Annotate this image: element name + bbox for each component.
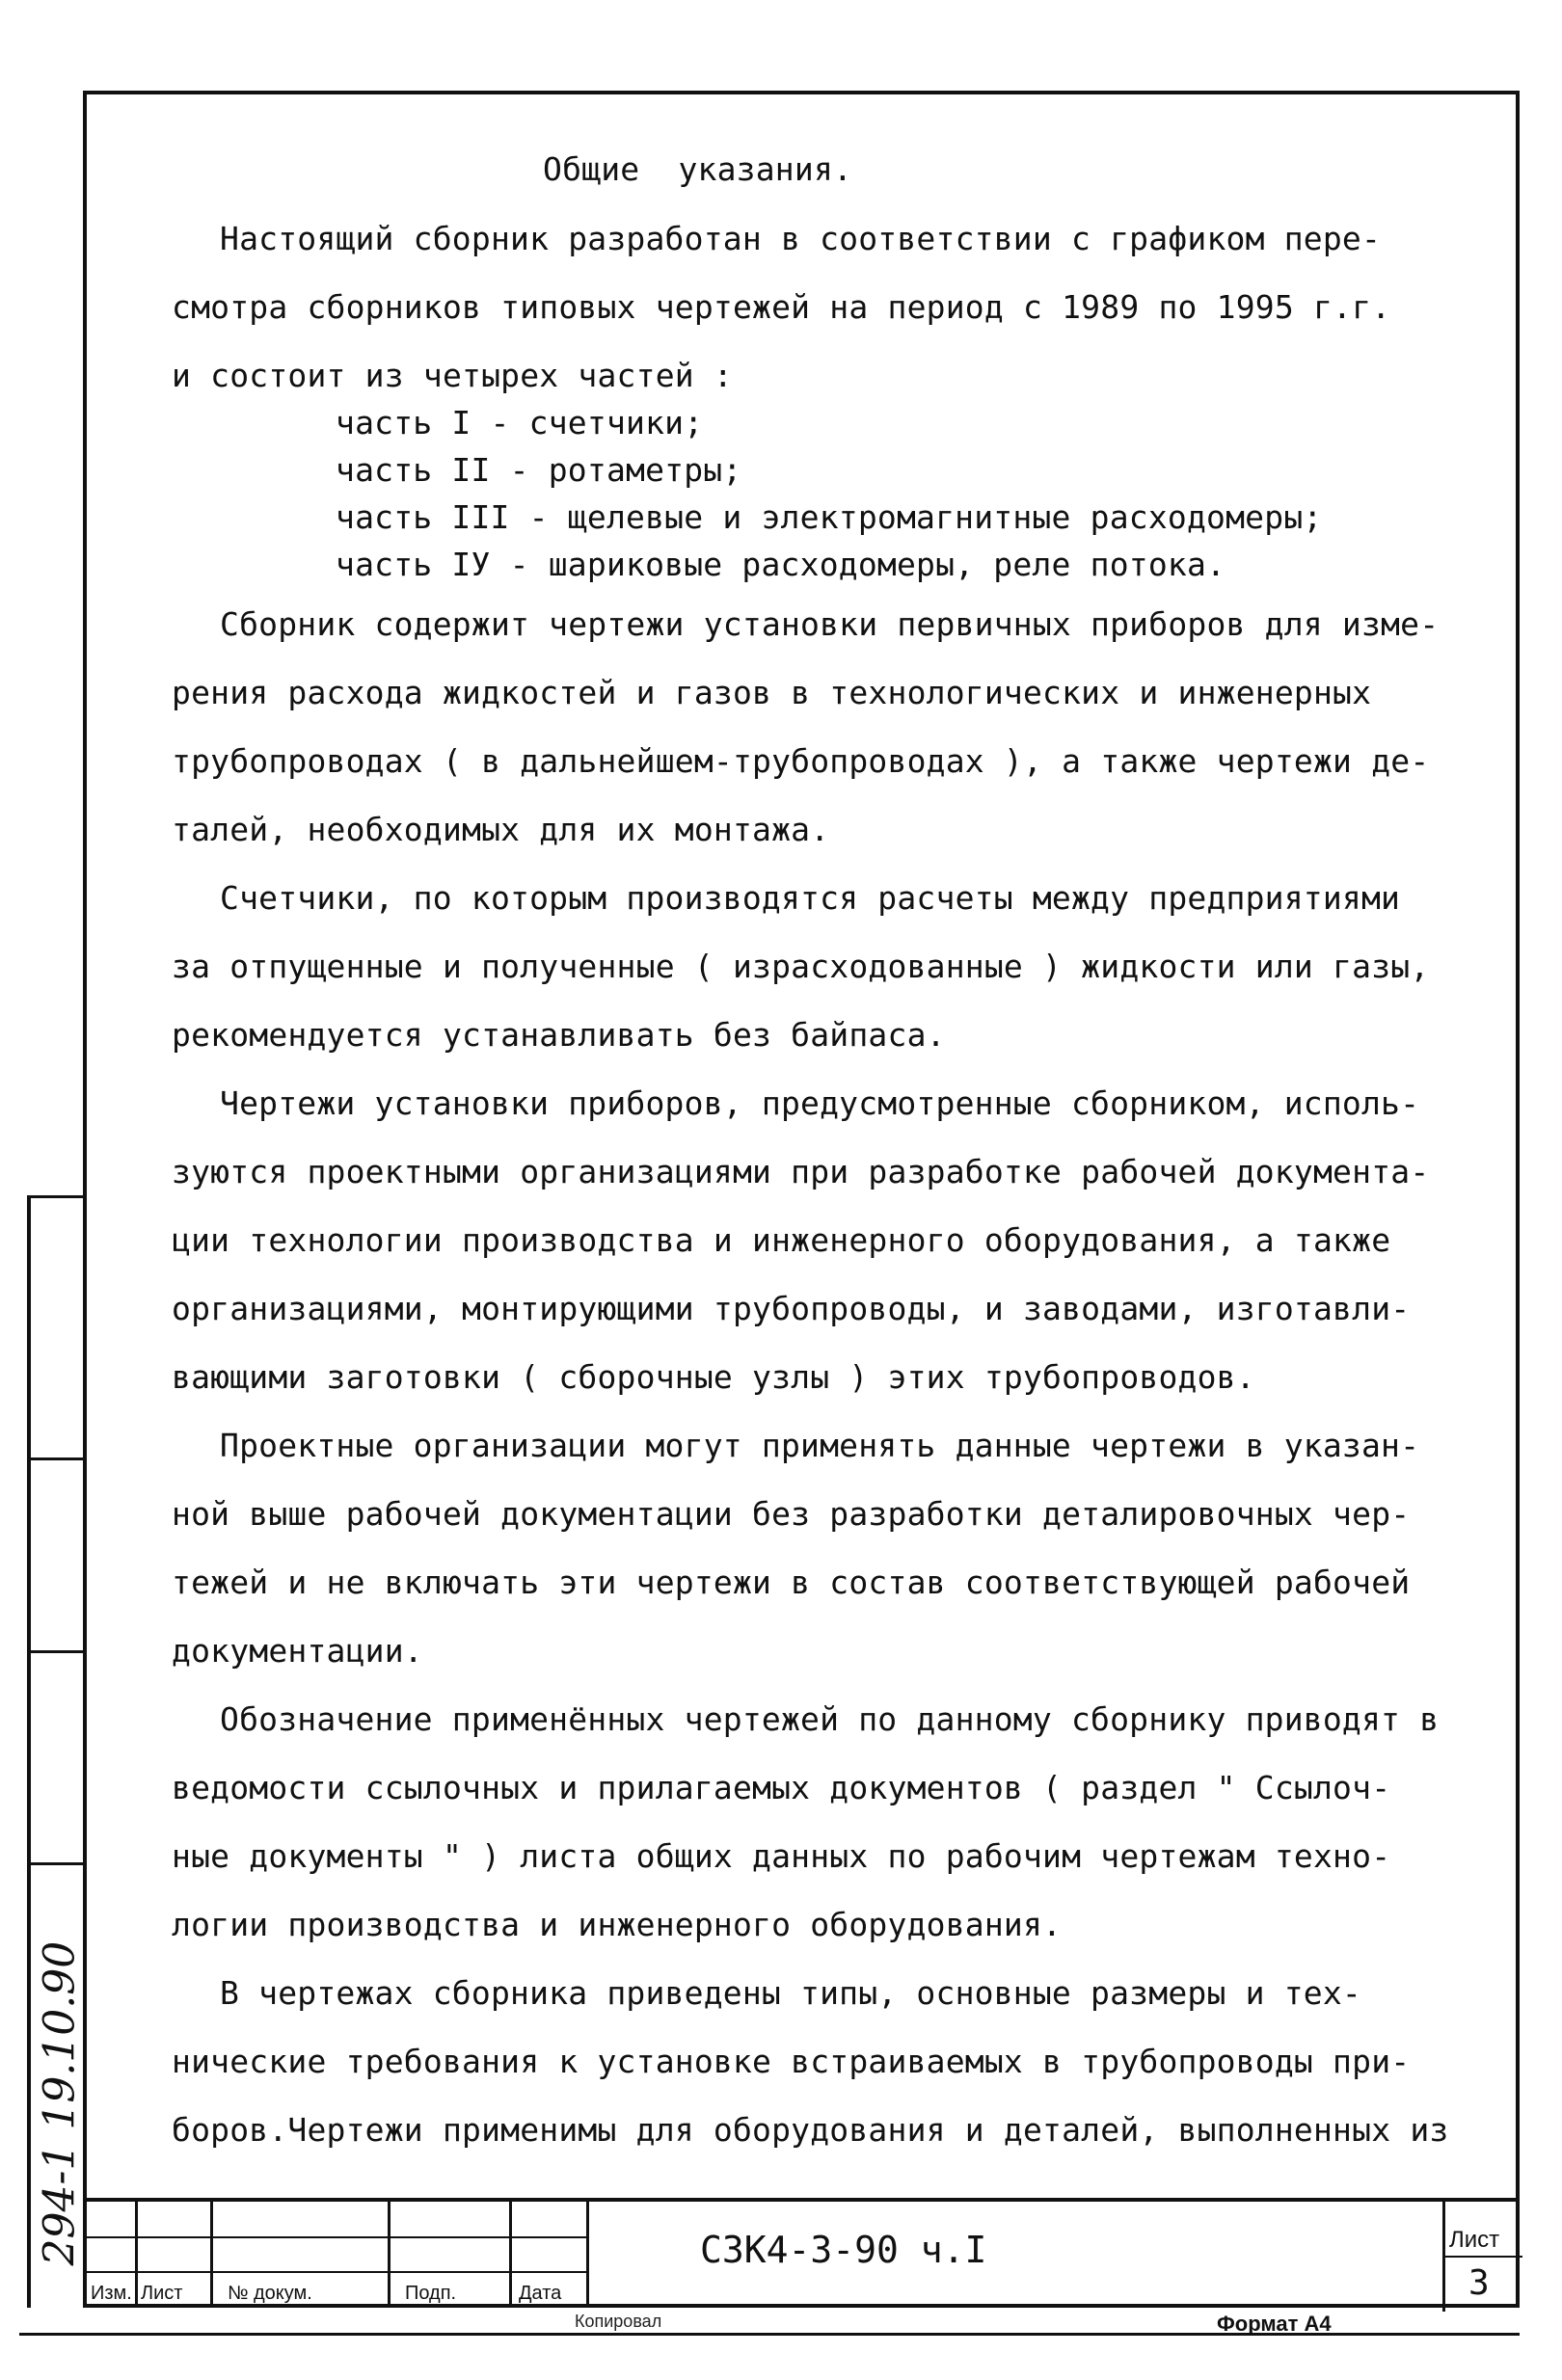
text-line: и состоит из четырех частей : — [172, 357, 733, 394]
title-block-divider — [388, 2202, 390, 2308]
text-line: тежей и не включать эти чертежи в состав соответствующей рабочей — [172, 1564, 1411, 1601]
text-line: Счетчики, по которым производятся расчеты между предприятиями — [220, 879, 1401, 917]
text-line: смотра сборников типовых чертежей на период с 1989 по 1995 г.г. — [172, 288, 1391, 326]
col-date-label: Дата — [519, 2283, 562, 2304]
text-line: документации. — [172, 1632, 423, 1670]
sheet-label: Лист — [1449, 2227, 1500, 2253]
side-stamp-cell — [27, 1457, 87, 1650]
text-line: В чертежах сборника приведены типы, основные размеры и тех- — [220, 1974, 1361, 2012]
footer-format-label: Формат А4 — [1217, 2312, 1332, 2336]
text-line: Настоящий сборник разработан в соответствии с графиком пере- — [220, 220, 1382, 257]
title-block-row-line — [83, 2271, 586, 2273]
text-line: Проектные организации могут применять данные чертежи в указан- — [220, 1427, 1420, 1464]
title-block-divider — [509, 2202, 512, 2308]
text-line: вающими заготовки ( сборочные узлы ) этих трубопроводов. — [172, 1358, 1255, 1396]
sheet-box — [1442, 2202, 1520, 2312]
text-line: ции технологии производства и инженерного оборудования, а также — [172, 1221, 1391, 1259]
text-line: трубопроводах ( в дальнейшем-трубопроводах ), а также чертежи де- — [172, 742, 1430, 780]
col-sign-label: Подп. — [405, 2283, 457, 2304]
col-sheet-label: Лист — [141, 2283, 183, 2304]
list-item: часть III - щелевые и электромагнитные расходомеры; — [336, 498, 1323, 536]
title-block — [83, 2198, 1520, 2308]
text-line: организациями, монтирующими трубопроводы, и заводами, изготавли- — [172, 1290, 1411, 1327]
text-line: зуются проектными организациями при разработке рабочей документа- — [172, 1153, 1430, 1190]
side-stamp-handwriting: 294-1 19.10.90 — [35, 1940, 85, 2266]
list-item: часть I - счетчики; — [336, 404, 704, 441]
text-line: ведомости ссылочных и прилагаемых документов ( раздел " Ссылоч- — [172, 1769, 1391, 1806]
document-code: СЗК4-3-90 ч.I — [700, 2229, 987, 2271]
sheet-divider — [1445, 2256, 1522, 2258]
text-line: ной выше рабочей документации без разработки деталировочных чер- — [172, 1495, 1411, 1533]
text-line: боров.Чертежи применимы для оборудования и деталей, выполненных из — [172, 2111, 1449, 2149]
title-block-divider — [586, 2202, 589, 2308]
text-line: рекомендуется устанавливать без байпаса. — [172, 1016, 946, 1054]
text-line: логии производства и инженерного оборудования. — [172, 1906, 1063, 1943]
list-item: часть II - ротаметры; — [336, 451, 742, 489]
text-line: Сборник содержит чертежи установки первичных приборов для изме- — [220, 605, 1440, 643]
text-line: Чертежи установки приборов, предусмотренные сборником, исполь- — [220, 1084, 1420, 1122]
text-line: Обозначение применённых чертежей по данному сборнику приводят в — [220, 1700, 1440, 1738]
list-item: часть IУ - шариковые расходомеры, реле потока. — [336, 546, 1226, 583]
sheet-number: 3 — [1468, 2263, 1490, 2303]
document-body — [172, 135, 1512, 2164]
text-line: талей, необходимых для их монтажа. — [172, 811, 830, 848]
title-block-divider — [135, 2202, 138, 2308]
document-heading: Общие указания. — [543, 150, 853, 188]
title-block-row-line — [83, 2236, 586, 2238]
side-stamp — [27, 1195, 85, 2308]
text-line: за отпущенные и полученные ( израсходованные ) жидкости или газы, — [172, 948, 1430, 985]
text-line: ные документы " ) листа общих данных по рабочим чертежам техно- — [172, 1837, 1391, 1875]
text-line: нические требования к установке встраиваемых в трубопроводы при- — [172, 2043, 1411, 2080]
title-block-divider — [210, 2202, 213, 2308]
footer-copied-label: Копировал — [575, 2312, 662, 2331]
col-change-label: Изм. — [91, 2283, 132, 2304]
side-stamp-cell — [27, 1650, 87, 1862]
col-doc-label: № докум. — [228, 2283, 312, 2304]
text-line: рения расхода жидкостей и газов в технологических и инженерных — [172, 674, 1372, 711]
